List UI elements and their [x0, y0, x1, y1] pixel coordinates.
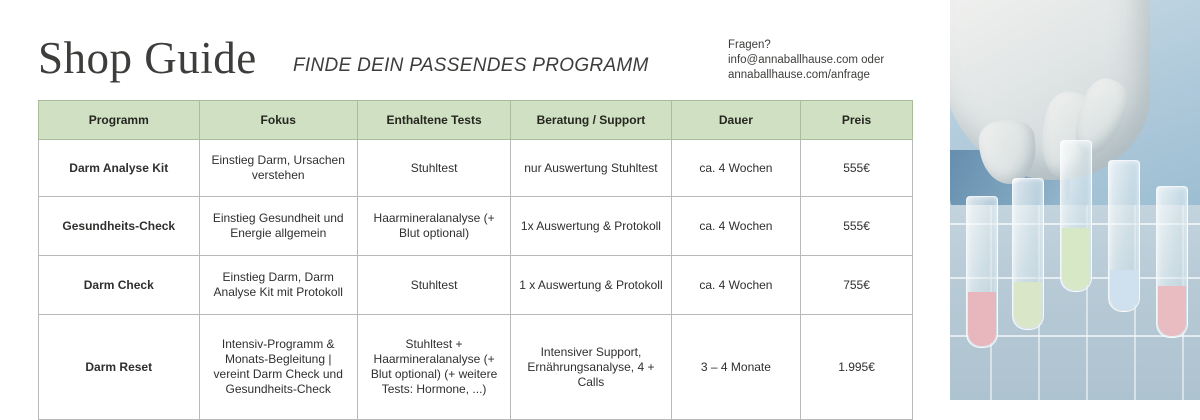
lab-photo: [950, 0, 1200, 400]
cell-fokus: Intensiv-Programm & Monats-Begleitung | vereint Darm Check und Gesundheits-Check: [199, 315, 357, 420]
cell-preis: 555€: [801, 140, 913, 197]
table-head: [39, 101, 913, 140]
cell-fokus: Einstieg Darm, Ursachen verstehen: [199, 140, 357, 197]
cell-dauer: ca. 4 Wochen: [671, 197, 800, 256]
table-body: [39, 140, 913, 420]
table-row: [39, 256, 913, 315]
cell-fokus: Einstieg Darm, Darm Analyse Kit mit Protokoll: [199, 256, 357, 315]
photo-test-tube: [1060, 140, 1092, 292]
tube-liquid: [1014, 282, 1042, 328]
column-header-support: Beratung / Support: [511, 101, 672, 140]
photo-test-tube: [1108, 160, 1140, 312]
cell-tests: Stuhltest + Haarmineralanalyse (+ Blut optional) (+ weitere Tests: Hormone, ...): [357, 315, 510, 420]
cell-support: 1x Auswertung & Protokoll: [511, 197, 672, 256]
table-header-row: [39, 101, 913, 140]
tube-liquid: [968, 292, 996, 346]
cell-programm: Darm Reset: [39, 315, 200, 420]
contact-block: [728, 38, 884, 83]
cell-preis: 555€: [801, 197, 913, 256]
column-header-preis: Preis: [801, 101, 913, 140]
page-header: [38, 30, 918, 90]
tube-liquid: [1158, 286, 1186, 336]
contact-line-3: annaballhause.com/anfrage: [728, 69, 870, 81]
cell-preis: 755€: [801, 256, 913, 315]
column-header-tests: Enthaltene Tests: [357, 101, 510, 140]
cell-tests: Haarmineralanalyse (+ Blut optional): [357, 197, 510, 256]
contact-line-2: info@annaballhause.com oder: [728, 54, 885, 66]
table-row: [39, 315, 913, 420]
tube-liquid: [1062, 228, 1090, 290]
column-header-dauer: Dauer: [671, 101, 800, 140]
program-comparison-table-wrapper: [38, 100, 913, 420]
cell-dauer: ca. 4 Wochen: [671, 140, 800, 197]
cell-dauer: 3 – 4 Monate: [671, 315, 800, 420]
cell-programm: Gesundheits-Check: [39, 197, 200, 256]
program-comparison-table: [38, 100, 913, 420]
cell-programm: Darm Check: [39, 256, 200, 315]
column-header-fokus: Fokus: [199, 101, 357, 140]
cell-tests: Stuhltest: [357, 140, 510, 197]
cell-preis: 1.995€: [801, 315, 913, 420]
cell-fokus: Einstieg Gesundheit und Energie allgemein: [199, 197, 357, 256]
photo-test-tube: [1156, 186, 1188, 338]
page-subtitle: FINDE DEIN PASSENDES PROGRAMM: [293, 55, 649, 76]
column-header-programm: Programm: [39, 101, 200, 140]
cell-support: 1 x Auswertung & Protokoll: [511, 256, 672, 315]
cell-programm: Darm Analyse Kit: [39, 140, 200, 197]
cell-support: nur Auswertung Stuhltest: [511, 140, 672, 197]
cell-support: Intensiver Support, Ernährungsanalyse, 4 + Calls: [511, 315, 672, 420]
photo-test-tube: [1012, 178, 1044, 330]
contact-line-1: Fragen?: [728, 39, 771, 51]
tube-liquid: [1110, 270, 1138, 310]
cell-dauer: ca. 4 Wochen: [671, 256, 800, 315]
table-row: [39, 197, 913, 256]
page-title: Shop Guide: [38, 33, 257, 83]
cell-tests: Stuhltest: [357, 256, 510, 315]
table-row: [39, 140, 913, 197]
photo-test-tube: [966, 196, 998, 348]
